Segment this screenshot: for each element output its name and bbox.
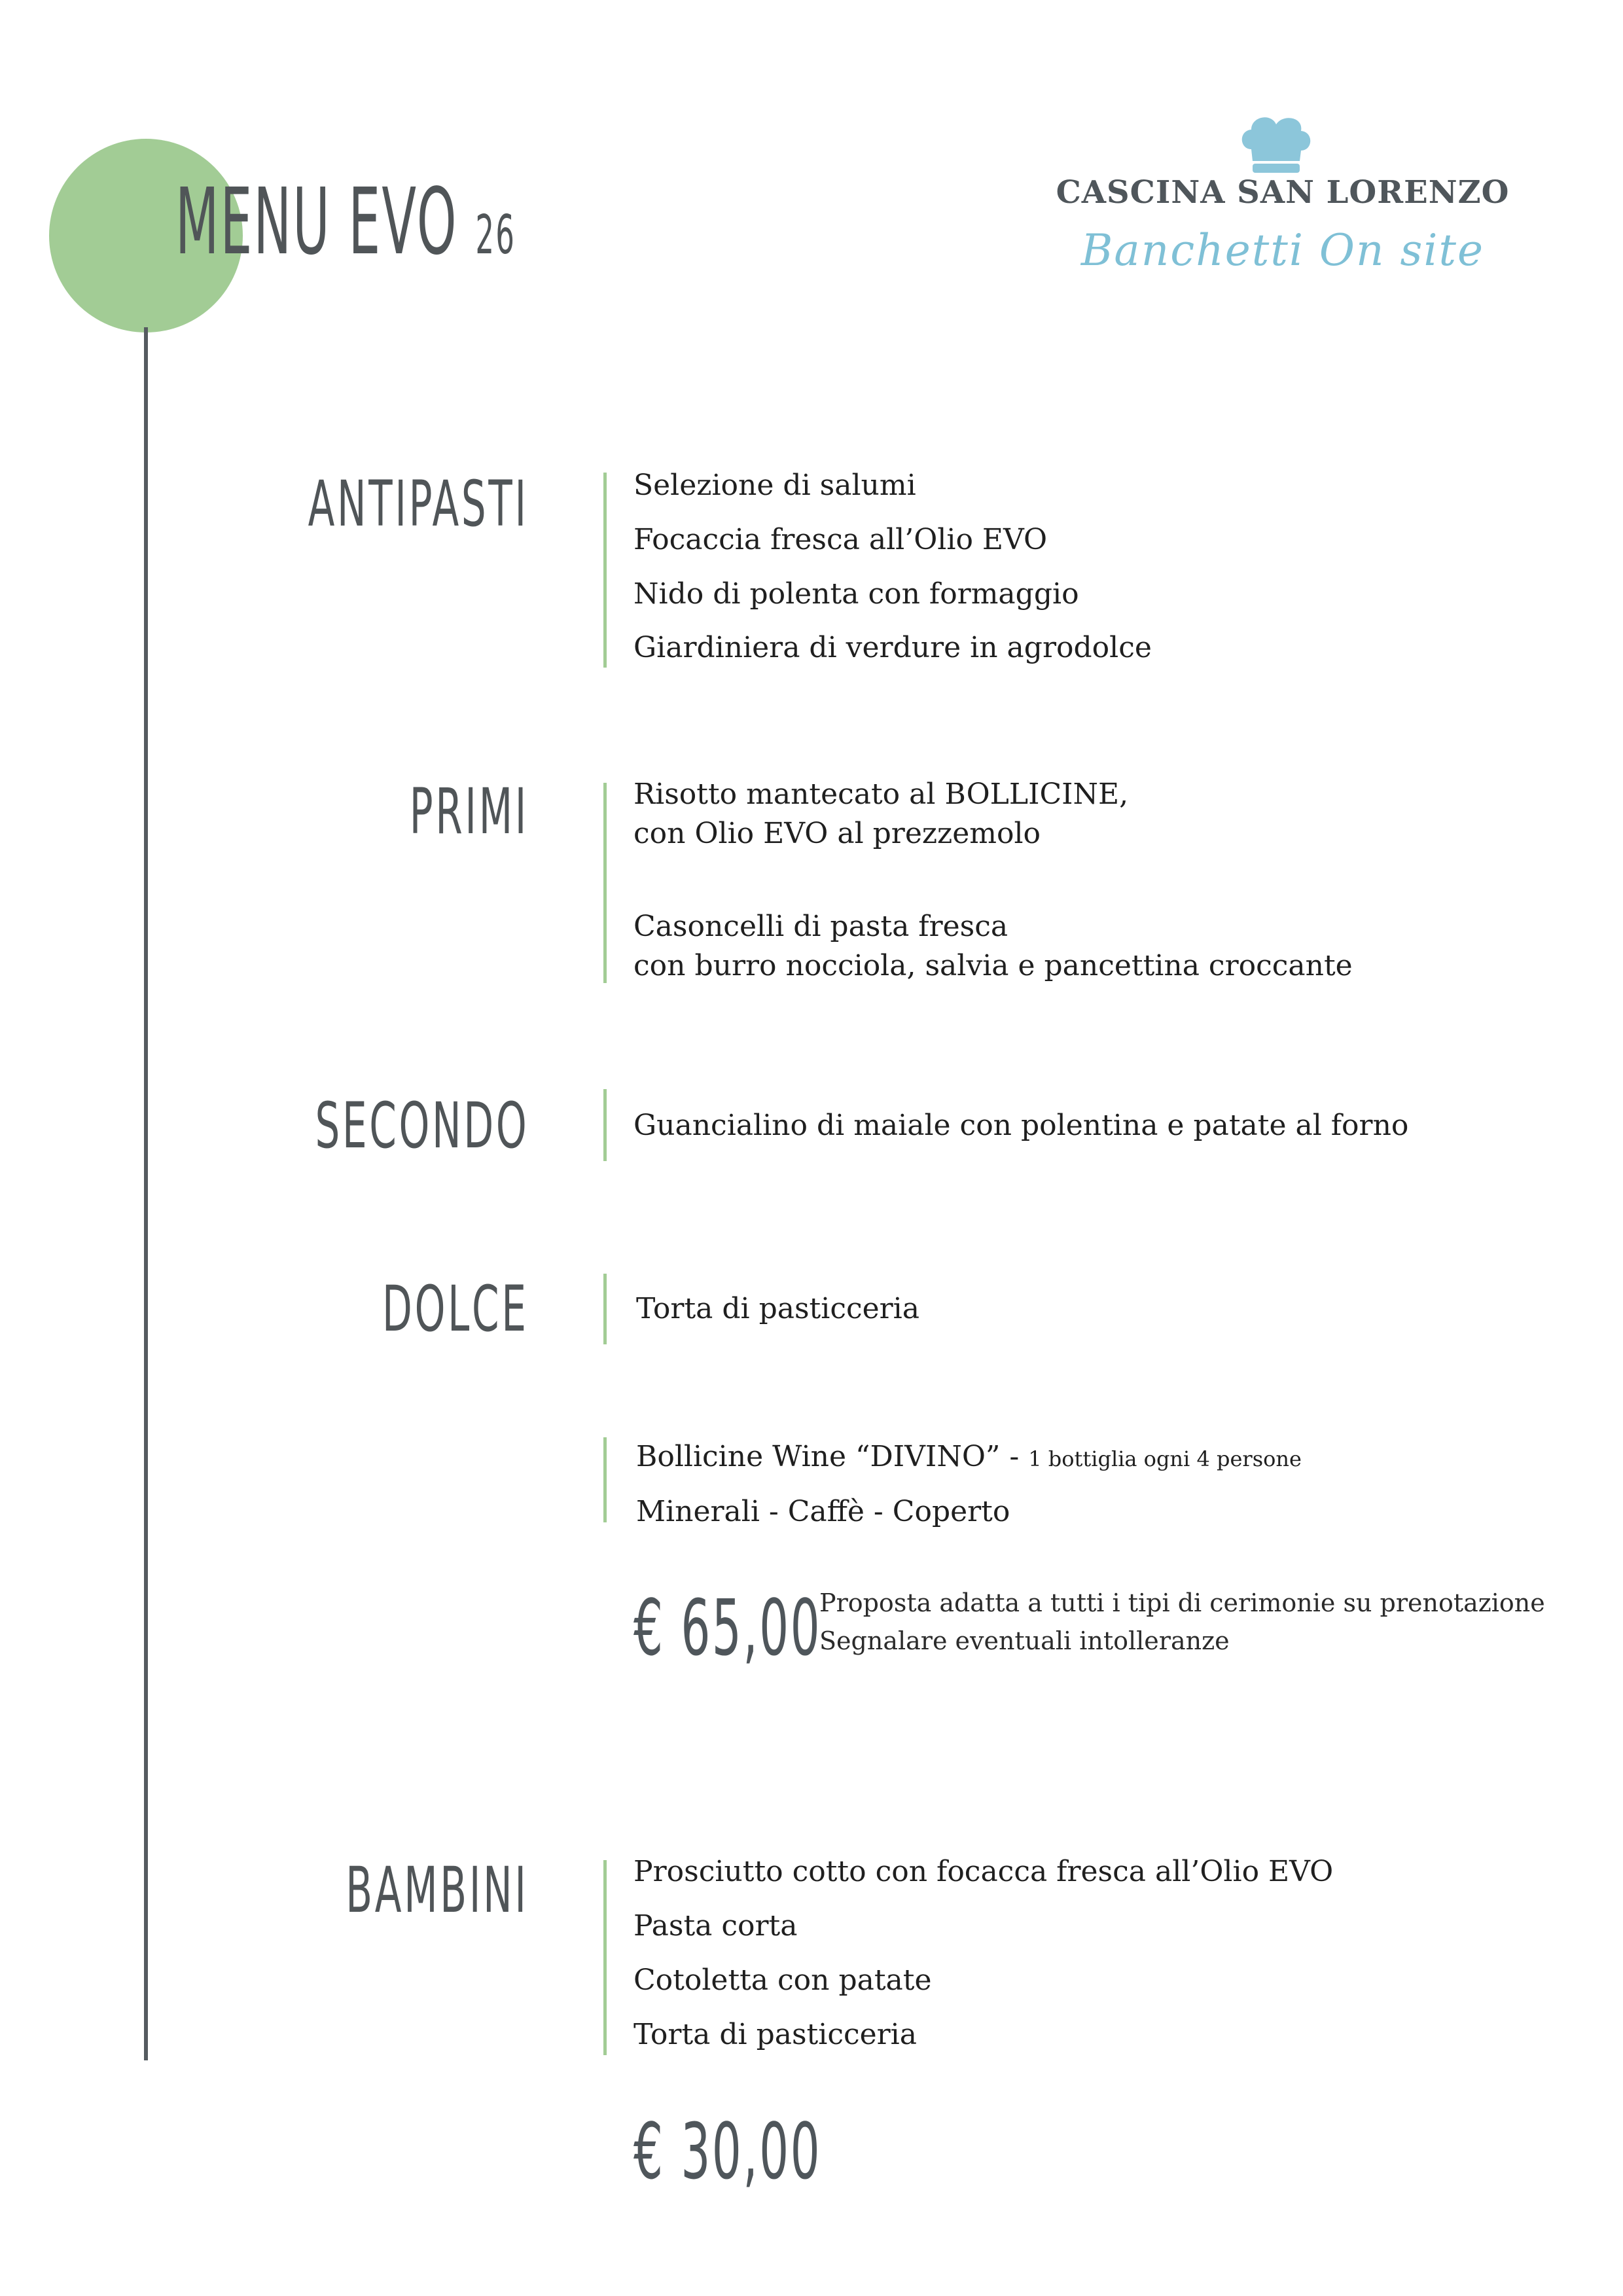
menu-item: Selezione di salumi [633, 469, 916, 502]
section-title-secondo: SECONDO [314, 1089, 529, 1162]
brand-name: CASCINA SAN LORENZO [1056, 174, 1510, 211]
section-bar-primi [603, 783, 607, 983]
menu-item: Casoncelli di pasta fresca [633, 910, 1008, 943]
menu-item: Pasta corta [633, 1909, 798, 1943]
section-bar-secondo [603, 1089, 607, 1161]
vertical-timeline-line [144, 327, 148, 2060]
section-title-bambini: BAMBINI [346, 1854, 529, 1927]
wine-note: 1 bottiglia ogni 4 persone [1028, 1446, 1302, 1471]
menu-item: Nido di polenta con formaggio [633, 577, 1079, 611]
chef-hat-icon [1237, 111, 1315, 177]
menu-item-wine [636, 1437, 1302, 1479]
section-title-primi: PRIMI [409, 775, 529, 848]
menu-item: Torta di pasticceria [636, 1292, 919, 1325]
menu-item: Risotto mantecato al BOLLICINE, [633, 778, 1129, 811]
page-title [175, 169, 516, 276]
brand-tagline: Banchetti On site [1080, 225, 1485, 276]
section-bar-antipasti [603, 473, 607, 668]
section-bar-drinks [603, 1437, 607, 1522]
section-bar-bambini [603, 1860, 607, 2055]
wine-label: Bollicine Wine “DIVINO” - [636, 1440, 1029, 1473]
menu-item: Cotoletta con patate [633, 1964, 932, 1997]
menu-item: Torta di pasticceria [633, 2018, 917, 2051]
title-number: 26 [475, 204, 516, 266]
brand-logo [1041, 111, 1525, 281]
section-bar-dolce [603, 1274, 607, 1344]
menu-item: con burro nocciola, salvia e pancettina croccante [633, 949, 1353, 982]
menu-item: con Olio EVO al prezzemolo [633, 817, 1041, 850]
menu-item-extras: Minerali - Caffè - Coperto [636, 1495, 1010, 1528]
menu-item: Giardiniera di verdure in agrodolce [633, 631, 1152, 664]
menu-item: Prosciutto cotto con focacca fresca all’Olio EVO [633, 1855, 1334, 1888]
menu-item: Focaccia fresca all’Olio EVO [633, 523, 1048, 556]
menu-item: Guancialino di maiale con polentina e patate al forno [633, 1109, 1409, 1142]
section-title-antipasti: ANTIPASTI [308, 467, 529, 541]
price-adult: € 65,00 [633, 1583, 822, 1673]
title-text: MENU EVO [175, 169, 458, 276]
section-title-dolce: DOLCE [382, 1272, 529, 1346]
price-note-1: Proposta adatta a tutti i tipi di cerimonie su prenotazione [819, 1588, 1545, 1617]
price-note-2: Segnalare eventuali intolleranze [819, 1626, 1230, 1655]
price-kids: € 30,00 [633, 2106, 822, 2197]
